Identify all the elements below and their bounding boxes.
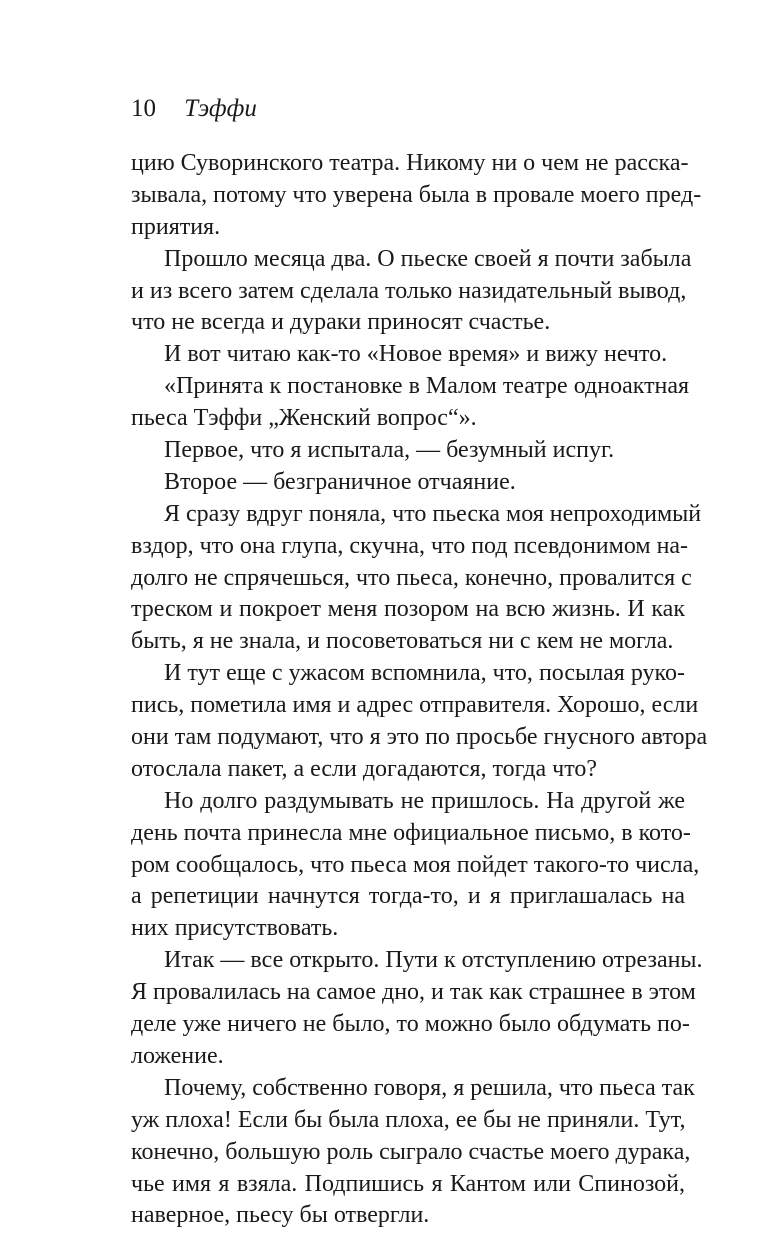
text-line: Второе — безграничное отчаяние. <box>164 468 516 495</box>
text-line: чье имя я взяла. Подпишись я Кантом или Спинозой, <box>131 1170 685 1197</box>
text-line: ром сообщалось, что пьеса моя пойдет такого-то числа, <box>131 851 700 878</box>
text-line: долго не спрячешься, что пьеса, конечно, провалится с <box>131 564 692 591</box>
text-line: пьеса Тэффи „Женский вопрос“». <box>131 405 477 432</box>
text-line: ложение. <box>131 1042 224 1069</box>
text-line: приятия. <box>131 213 221 240</box>
text-line: и из всего затем сделала только назидательный вывод, <box>131 277 687 304</box>
text-line: конечно, большую роль сыграло счастье моего дурака, <box>131 1138 691 1165</box>
text-line: И вот читаю как-то «Новое время» и вижу нечто. <box>164 341 668 368</box>
text-line: а репетиции начнутся тогда-то, и я приглашалась на <box>131 883 685 910</box>
text-line: наверное, пьесу бы отвергли. <box>131 1202 430 1229</box>
running-head-author: Тэффи <box>184 95 257 122</box>
text-line: Первое, что я испытала, — безумный испуг. <box>164 437 615 464</box>
text-line: треском и покроет меня позором на всю жизнь. И как <box>131 596 685 623</box>
text-line: день почта принесла мне официальное письмо, в кото- <box>131 819 691 846</box>
text-line: И тут еще с ужасом вспомнила, что, посылая руко- <box>164 660 685 687</box>
running-head <box>131 92 257 126</box>
text-line: Я провалилась на самое дно, и так как страшнее в этом <box>131 979 696 1006</box>
text-line: пись, пометила имя и адрес отправителя. Хорошо, если <box>131 692 699 719</box>
text-line: Итак — все открыто. Пути к отступлению отрезаны. <box>164 947 703 974</box>
text-line: вздор, что она глупа, скучна, что под псевдонимом на- <box>131 532 689 559</box>
page-number: 10 <box>131 95 156 122</box>
text-line: Почему, собственно говоря, я решила, что пьеса так <box>164 1074 695 1101</box>
text-line: «Принята к постановке в Малом театре одноактная <box>164 373 690 400</box>
text-line: уж плоха! Если бы была плоха, ее бы не приняли. Тут, <box>131 1106 686 1133</box>
text-line: Но долго раздумывать не пришлось. На другой же <box>164 787 685 814</box>
body-text <box>131 148 708 1232</box>
text-line: деле уже ничего не было, то можно было обдумать по- <box>131 1011 690 1038</box>
text-line: отослала пакет, а если догадаются, тогда что? <box>131 755 598 782</box>
text-line: быть, я не знала, и посоветоваться ни с кем не могла. <box>131 628 674 655</box>
text-line: они там подумают, что я это по просьбе гнусного автора <box>131 724 708 751</box>
text-line: зывала, потому что уверена была в провале моего пред- <box>131 181 702 208</box>
text-line: них присутствовать. <box>131 915 339 942</box>
text-line: цию Суворинского театра. Никому ни о чем не расска- <box>131 150 689 176</box>
text-line: что не всегда и дураки приносят счастье. <box>131 309 551 336</box>
text-line: Я сразу вдруг поняла, что пьеска моя непроходимый <box>164 500 702 527</box>
text-line: Прошло месяца два. О пьеске своей я почти забыла <box>164 245 692 272</box>
